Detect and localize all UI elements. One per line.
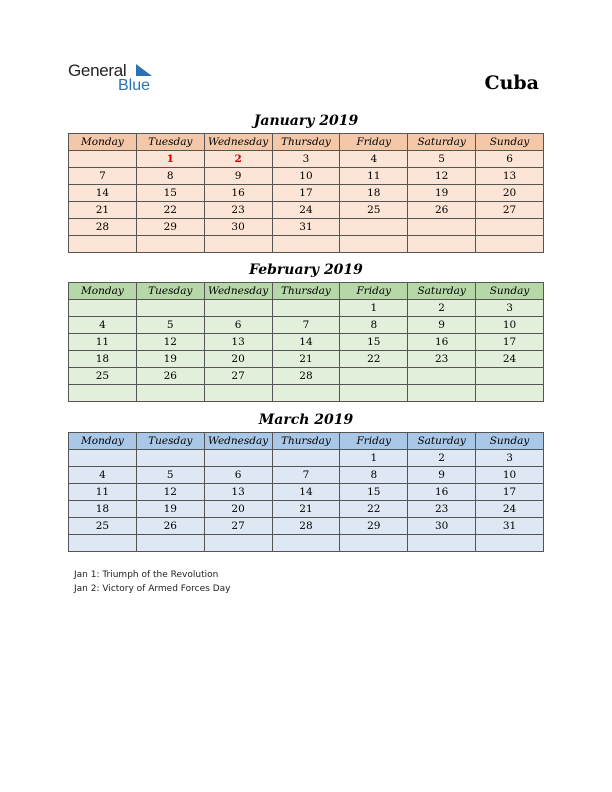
- weekday-header: Saturday: [408, 283, 476, 300]
- day-cell: 17: [476, 334, 544, 351]
- day-cell: 26: [136, 368, 204, 385]
- week-row: [69, 450, 544, 467]
- month-title-march: March 2019: [258, 412, 354, 428]
- day-cell: [69, 236, 137, 253]
- day-cell: 12: [408, 168, 476, 185]
- day-cell: 3: [272, 151, 340, 168]
- day-cell: [272, 236, 340, 253]
- month-title-january: January 2019: [253, 113, 359, 129]
- day-cell: 4: [69, 317, 137, 334]
- day-cell: 18: [69, 351, 137, 368]
- weekday-header: Thursday: [272, 433, 340, 450]
- day-cell: [204, 300, 272, 317]
- day-cell: [136, 300, 204, 317]
- day-cell: [476, 535, 544, 552]
- day-cell: 12: [136, 484, 204, 501]
- weekday-header: Monday: [69, 283, 137, 300]
- week-row: [69, 202, 544, 219]
- day-cell: [408, 535, 476, 552]
- week-row: [69, 151, 544, 168]
- day-cell: 24: [476, 501, 544, 518]
- weekday-header: Thursday: [272, 283, 340, 300]
- day-cell: 16: [408, 484, 476, 501]
- day-cell: 22: [340, 351, 408, 368]
- day-cell: 28: [272, 518, 340, 535]
- day-cell: 30: [204, 219, 272, 236]
- day-cell: [204, 535, 272, 552]
- day-cell: 25: [340, 202, 408, 219]
- day-cell: 4: [69, 467, 137, 484]
- day-cell: 6: [204, 467, 272, 484]
- weekday-header: Wednesday: [204, 433, 272, 450]
- week-row: [69, 300, 544, 317]
- day-cell: 29: [340, 518, 408, 535]
- day-cell: [136, 450, 204, 467]
- week-row: [69, 501, 544, 518]
- week-row: [69, 334, 544, 351]
- weekday-header: Friday: [340, 283, 408, 300]
- day-cell: 17: [272, 185, 340, 202]
- day-cell: 8: [340, 467, 408, 484]
- day-cell: 27: [476, 202, 544, 219]
- day-cell: 14: [272, 334, 340, 351]
- day-cell: 28: [272, 368, 340, 385]
- day-cell: 11: [340, 168, 408, 185]
- weekday-header: Wednesday: [204, 134, 272, 151]
- country-name: Cuba: [484, 72, 539, 94]
- day-cell: 27: [204, 368, 272, 385]
- week-row: [69, 385, 544, 402]
- day-cell: [340, 219, 408, 236]
- day-cell: 20: [204, 501, 272, 518]
- day-cell: 3: [476, 450, 544, 467]
- day-cell: 6: [204, 317, 272, 334]
- week-row: [69, 518, 544, 535]
- day-cell: 20: [204, 351, 272, 368]
- week-row: [69, 484, 544, 501]
- day-cell: 5: [408, 151, 476, 168]
- day-cell: 26: [136, 518, 204, 535]
- day-cell: 7: [272, 317, 340, 334]
- day-cell: 29: [136, 219, 204, 236]
- day-cell: 12: [136, 334, 204, 351]
- day-cell: [340, 385, 408, 402]
- day-cell: 23: [408, 351, 476, 368]
- day-cell: 13: [476, 168, 544, 185]
- weekday-header: Friday: [340, 134, 408, 151]
- week-row: [69, 317, 544, 334]
- day-cell: 21: [272, 501, 340, 518]
- weekday-header: Sunday: [476, 433, 544, 450]
- day-cell: 24: [476, 351, 544, 368]
- day-cell: 22: [136, 202, 204, 219]
- day-cell: 17: [476, 484, 544, 501]
- day-cell: [272, 385, 340, 402]
- day-cell: 15: [340, 484, 408, 501]
- day-cell: 8: [136, 168, 204, 185]
- day-cell: 2: [408, 450, 476, 467]
- calendar-march: [68, 432, 544, 552]
- holiday-note: Jan 2: Victory of Armed Forces Day: [74, 584, 231, 594]
- week-row: [69, 351, 544, 368]
- day-cell: 6: [476, 151, 544, 168]
- day-cell: 14: [272, 484, 340, 501]
- day-cell: 3: [476, 300, 544, 317]
- day-cell: 1: [136, 151, 204, 168]
- day-cell: [69, 300, 137, 317]
- weekday-header-row: [69, 134, 544, 151]
- day-cell: 22: [340, 501, 408, 518]
- day-cell: [476, 236, 544, 253]
- calendar-january: [68, 133, 544, 253]
- month-title-february: February 2019: [249, 262, 363, 278]
- day-cell: 1: [340, 450, 408, 467]
- day-cell: 16: [204, 185, 272, 202]
- day-cell: 13: [204, 484, 272, 501]
- day-cell: [69, 535, 137, 552]
- day-cell: [476, 368, 544, 385]
- weekday-header: Tuesday: [136, 433, 204, 450]
- day-cell: 14: [69, 185, 137, 202]
- week-row: [69, 185, 544, 202]
- day-cell: 10: [476, 467, 544, 484]
- weekday-header: Monday: [69, 134, 137, 151]
- week-row: [69, 467, 544, 484]
- day-cell: 23: [204, 202, 272, 219]
- day-cell: [204, 236, 272, 253]
- day-cell: [136, 385, 204, 402]
- weekday-header: Thursday: [272, 134, 340, 151]
- day-cell: 11: [69, 484, 137, 501]
- day-cell: 2: [408, 300, 476, 317]
- day-cell: 28: [69, 219, 137, 236]
- day-cell: [69, 385, 137, 402]
- logo-blue-text: Blue: [118, 77, 151, 94]
- day-cell: 31: [272, 219, 340, 236]
- day-cell: [340, 535, 408, 552]
- holiday-notes: [74, 568, 230, 596]
- holiday-note: Jan 1: Triumph of the Revolution: [74, 570, 219, 580]
- day-cell: 7: [69, 168, 137, 185]
- weekday-header: Wednesday: [204, 283, 272, 300]
- day-cell: [204, 450, 272, 467]
- day-cell: 4: [340, 151, 408, 168]
- day-cell: 11: [69, 334, 137, 351]
- weekday-header: Sunday: [476, 283, 544, 300]
- day-cell: 19: [408, 185, 476, 202]
- day-cell: 5: [136, 467, 204, 484]
- day-cell: 10: [272, 168, 340, 185]
- day-cell: 9: [408, 467, 476, 484]
- day-cell: [272, 450, 340, 467]
- weekday-header-row: [69, 433, 544, 450]
- day-cell: [476, 219, 544, 236]
- day-cell: [204, 385, 272, 402]
- day-cell: 31: [476, 518, 544, 535]
- day-cell: 10: [476, 317, 544, 334]
- week-row: [69, 219, 544, 236]
- day-cell: 23: [408, 501, 476, 518]
- weekday-header: Saturday: [408, 134, 476, 151]
- day-cell: 25: [69, 368, 137, 385]
- day-cell: 13: [204, 334, 272, 351]
- weekday-header: Friday: [340, 433, 408, 450]
- day-cell: [340, 368, 408, 385]
- day-cell: 27: [204, 518, 272, 535]
- day-cell: 15: [340, 334, 408, 351]
- day-cell: [69, 450, 137, 467]
- day-cell: 21: [69, 202, 137, 219]
- day-cell: [340, 236, 408, 253]
- day-cell: 21: [272, 351, 340, 368]
- day-cell: [272, 535, 340, 552]
- day-cell: 18: [69, 501, 137, 518]
- day-cell: 16: [408, 334, 476, 351]
- day-cell: 19: [136, 351, 204, 368]
- day-cell: 15: [136, 185, 204, 202]
- day-cell: 18: [340, 185, 408, 202]
- day-cell: [136, 535, 204, 552]
- generalblue-logo: [68, 61, 168, 97]
- week-row: [69, 168, 544, 185]
- weekday-header: Tuesday: [136, 283, 204, 300]
- day-cell: 19: [136, 501, 204, 518]
- blue-triangle-flag-icon: [134, 63, 154, 79]
- day-cell: [408, 236, 476, 253]
- day-cell: [136, 236, 204, 253]
- day-cell: 7: [272, 467, 340, 484]
- calendar-february: [68, 282, 544, 402]
- weekday-header: Tuesday: [136, 134, 204, 151]
- day-cell: [408, 385, 476, 402]
- day-cell: 24: [272, 202, 340, 219]
- day-cell: [408, 368, 476, 385]
- weekday-header-row: [69, 283, 544, 300]
- week-row: [69, 368, 544, 385]
- weekday-header: Saturday: [408, 433, 476, 450]
- day-cell: 30: [408, 518, 476, 535]
- week-row: [69, 535, 544, 552]
- weekday-header: Monday: [69, 433, 137, 450]
- day-cell: [476, 385, 544, 402]
- day-cell: [408, 219, 476, 236]
- day-cell: 9: [204, 168, 272, 185]
- day-cell: 1: [340, 300, 408, 317]
- day-cell: [272, 300, 340, 317]
- weekday-header: Sunday: [476, 134, 544, 151]
- day-cell: 9: [408, 317, 476, 334]
- day-cell: [69, 151, 137, 168]
- day-cell: 25: [69, 518, 137, 535]
- day-cell: 26: [408, 202, 476, 219]
- day-cell: 8: [340, 317, 408, 334]
- day-cell: 2: [204, 151, 272, 168]
- day-cell: 20: [476, 185, 544, 202]
- week-row: [69, 236, 544, 253]
- day-cell: 5: [136, 317, 204, 334]
- logo-general-text: General: [68, 61, 127, 80]
